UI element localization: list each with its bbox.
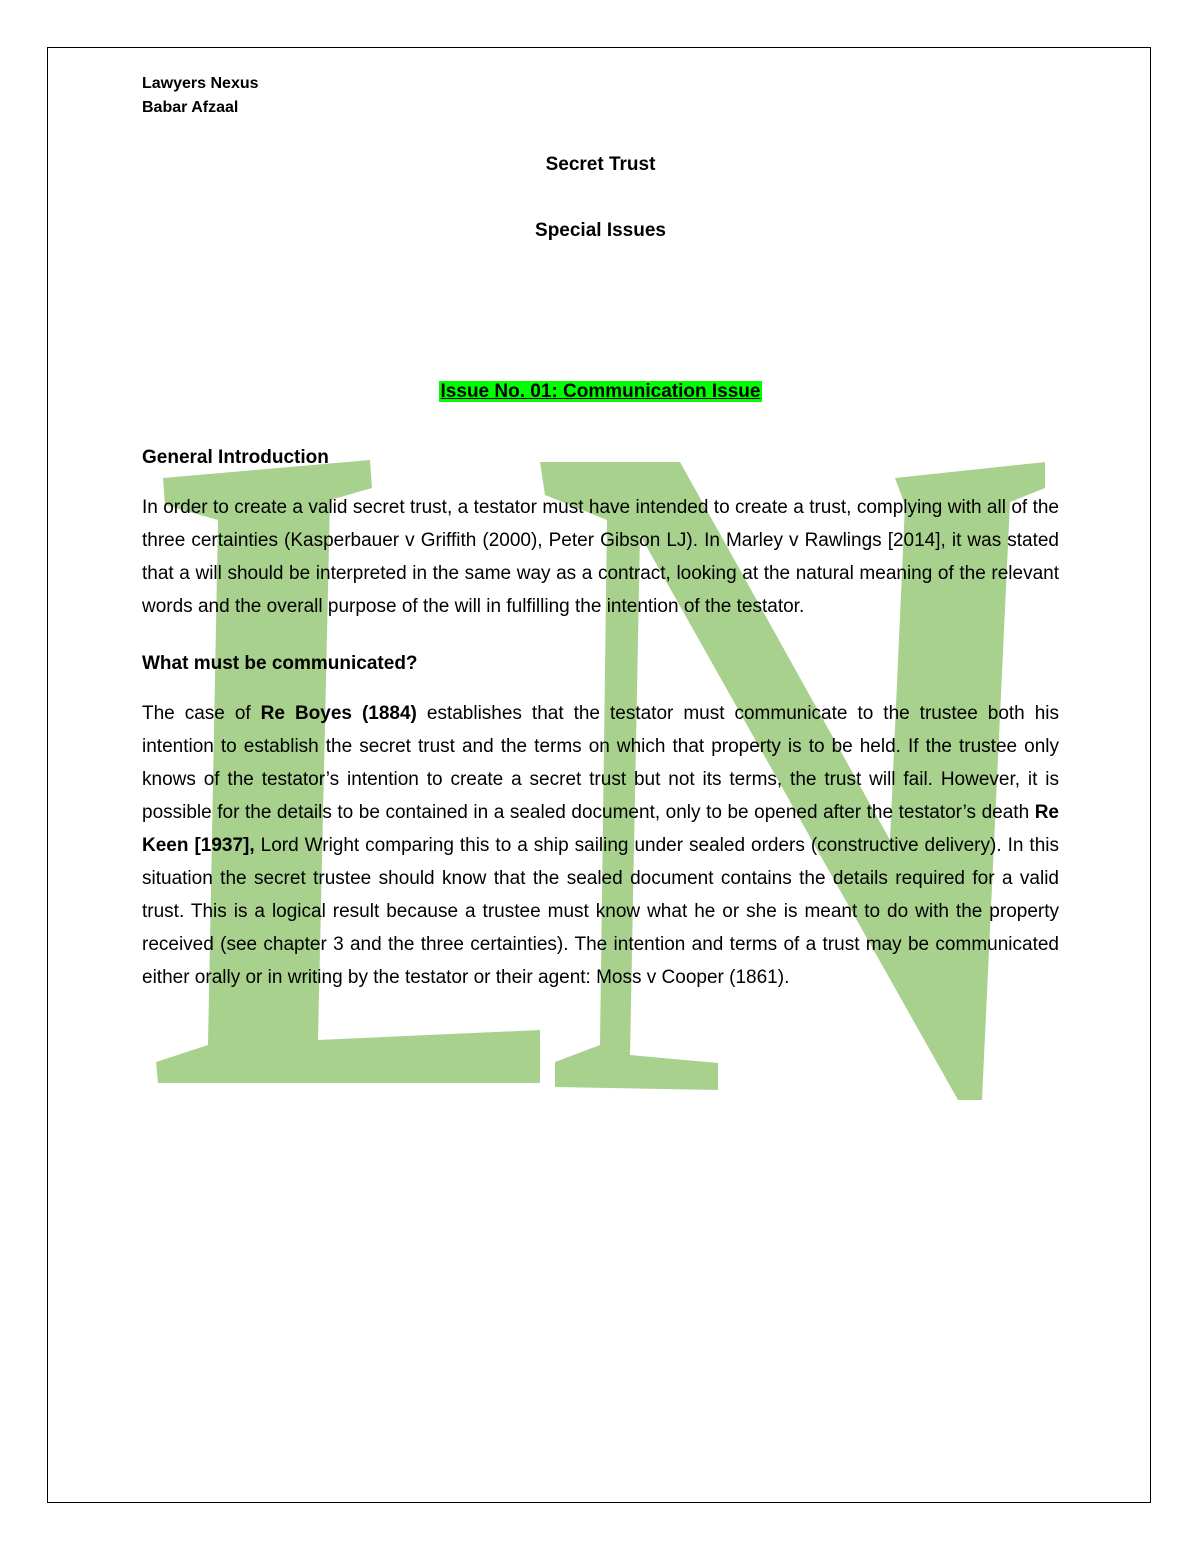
section-heading-what-must-be-communicated: What must be communicated? <box>142 653 418 674</box>
section-heading-general-introduction: General Introduction <box>142 447 329 468</box>
document-body <box>142 70 1059 994</box>
case-citation-re-boyes: Re Boyes (1884) <box>260 703 417 724</box>
paragraph-general-introduction: In order to create a valid secret trust, a testator must have intended to create a trust, complying with all of the three certainties (Kasperbauer v Griffith (2000), Peter Gibson LJ). In Marley v Rawlings [2014], it was stated that a will should be interpreted in the same way as a contract, looking at the natural meaning of the relevant words and the overall purpose of the will in fulfilling the intention of the testator. <box>142 497 1059 617</box>
paragraph-text-middle: establishes that the testator must communicate to the trustee both his intention to establish the secret trust and the terms on which that property is to be held. If the trustee only knows of the testator’s intention to create a secret trust but not its terms, the trust will fail. However, it is possible for the details to be contained in a sealed document, only to be opened after the testator’s death <box>142 703 1059 823</box>
document-title: Secret Trust <box>545 154 656 175</box>
paragraph-what-must-be-communicated <box>142 697 1059 994</box>
document-subtitle: Special Issues <box>535 220 666 241</box>
issue-heading: Issue No. 01: Communication Issue <box>440 381 761 402</box>
organization-name: Lawyers Nexus <box>142 75 259 92</box>
paragraph-text-end: Lord Wright comparing this to a ship sailing under sealed orders (constructive delivery). In this situation the secret trustee should know that the sealed document contains the details required for a valid trust. This is a logical result because a trustee must know what he or she is meant to do with the property received (see chapter 3 and the three certainties). The intention and terms of a trust may be communicated either orally or in writing by the testator or their agent: Moss v Cooper (1861). <box>142 835 1059 988</box>
author-block <box>142 72 1059 120</box>
case-citation-re-keen: Re Keen [1937], <box>142 802 1059 856</box>
author-name: Babar Afzaal <box>142 99 239 116</box>
paragraph-text-intro: The case of <box>142 703 261 724</box>
issue-heading-wrapper <box>142 381 1059 403</box>
